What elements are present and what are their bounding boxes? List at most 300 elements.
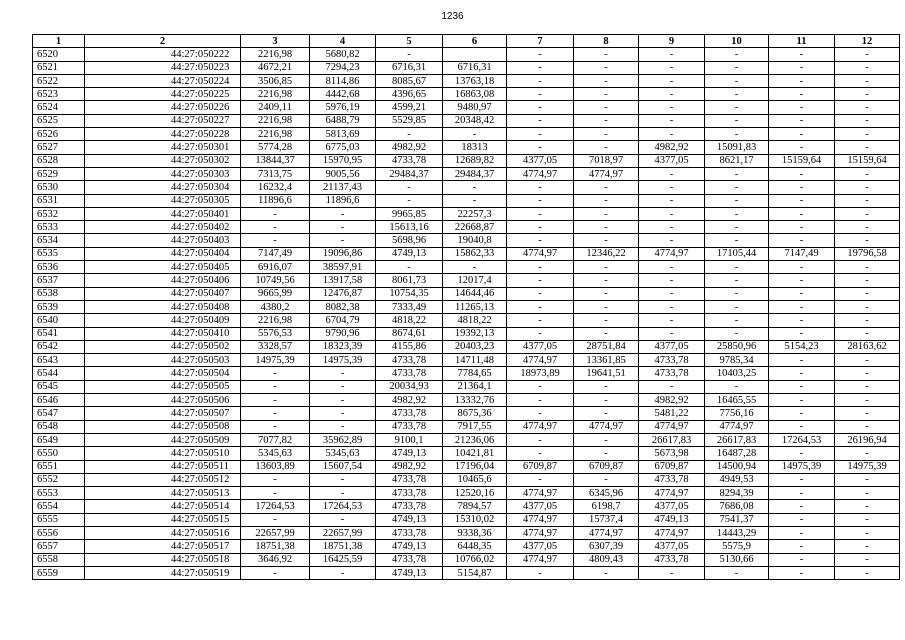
cell-col-8: - [574,88,639,101]
cell-col-12: - [835,526,900,539]
cell-col-12: - [835,420,900,433]
cell-col-6: 7784,65 [443,367,507,380]
cell-col-1: 6548 [33,420,85,433]
cell-col-5: 5698,96 [376,234,443,247]
cell-col-9: 26617,83 [639,433,705,446]
table-row [33,167,900,180]
cell-col-2: 44:27:050407 [85,287,241,300]
cell-col-10: - [705,128,769,141]
cell-col-12: - [835,487,900,500]
cell-col-4: - [310,420,376,433]
cell-col-8: - [574,74,639,87]
cell-col-2: 44:27:050410 [85,327,241,340]
cell-col-3: - [241,367,310,380]
cell-col-2: 44:27:050513 [85,487,241,500]
cell-col-6: 11265,13 [443,300,507,313]
cell-col-1: 6537 [33,274,85,287]
table-row [33,473,900,486]
cell-col-5: 4733,78 [376,354,443,367]
cell-col-4: - [310,207,376,220]
cell-col-9: 4377,05 [639,540,705,553]
cell-col-11: - [769,274,835,287]
cell-col-9: 4377,05 [639,154,705,167]
cell-col-1: 6554 [33,500,85,513]
cell-col-10: - [705,207,769,220]
cell-col-11: - [769,553,835,566]
cell-col-11: - [769,101,835,114]
cell-col-6: 18313 [443,141,507,154]
table-row [33,420,900,433]
cell-col-7: - [507,407,574,420]
cell-col-5: 4749,13 [376,566,443,579]
cell-col-9: - [639,61,705,74]
cell-col-8: - [574,61,639,74]
cell-col-1: 6530 [33,181,85,194]
cell-col-3: 2216,98 [241,128,310,141]
cell-col-1: 6550 [33,447,85,460]
column-header-8: 8 [574,35,639,48]
cell-col-2: 44:27:050504 [85,367,241,380]
cell-col-3: 13603,89 [241,460,310,473]
cell-col-11: - [769,61,835,74]
cell-col-3: 3646,92 [241,553,310,566]
cell-col-12: - [835,274,900,287]
table-row [33,540,900,553]
page-number: 1236 [441,11,464,22]
cell-col-5: 5529,85 [376,114,443,127]
cell-col-2: 44:27:050502 [85,340,241,353]
cell-col-12: - [835,234,900,247]
cell-col-4: 17264,53 [310,500,376,513]
table-row [33,194,900,207]
cell-col-10: - [705,181,769,194]
cell-col-8: - [574,274,639,287]
table-row [33,354,900,367]
cell-col-11: - [769,221,835,234]
cell-col-12: - [835,114,900,127]
cell-col-12: - [835,181,900,194]
cell-col-4: 22657,99 [310,526,376,539]
cell-col-3: 2216,98 [241,88,310,101]
cell-col-3: - [241,566,310,579]
cell-col-11: - [769,88,835,101]
cell-col-1: 6529 [33,167,85,180]
cell-col-7: - [507,566,574,579]
cell-col-6: 16863,08 [443,88,507,101]
table-row [33,327,900,340]
column-header-3: 3 [241,35,310,48]
cell-col-4: 38597,91 [310,261,376,274]
cell-col-6: 13332,76 [443,394,507,407]
cell-col-3: - [241,234,310,247]
cell-col-9: 4774,97 [639,526,705,539]
cell-col-9: - [639,221,705,234]
cell-col-7: 4774,97 [507,420,574,433]
cell-col-8: 6345,96 [574,487,639,500]
cell-col-5: - [376,48,443,61]
cell-col-8: - [574,300,639,313]
cell-col-7: 4377,05 [507,540,574,553]
cell-col-3: 17264,53 [241,500,310,513]
cell-col-6: 19392,13 [443,327,507,340]
cell-col-3: 22657,99 [241,526,310,539]
cell-col-4: 18323,39 [310,340,376,353]
cell-col-9: - [639,327,705,340]
cell-col-12: - [835,101,900,114]
cell-col-6: 10766,02 [443,553,507,566]
cell-col-9: 4982,92 [639,394,705,407]
cell-col-12: 26196,94 [835,433,900,446]
column-header-1: 1 [33,35,85,48]
cell-col-4: - [310,566,376,579]
cell-col-1: 6556 [33,526,85,539]
cell-col-7: 4774,97 [507,513,574,526]
cell-col-1: 6533 [33,221,85,234]
cell-col-12: - [835,61,900,74]
cell-col-2: 44:27:050507 [85,407,241,420]
cell-col-10: 7756,16 [705,407,769,420]
column-header-4: 4 [310,35,376,48]
cell-col-6: 12689,82 [443,154,507,167]
cell-col-6: 22257,3 [443,207,507,220]
cell-col-8: 4774,97 [574,420,639,433]
cell-col-11: 15159,64 [769,154,835,167]
table-row [33,314,900,327]
cell-col-1: 6547 [33,407,85,420]
table-row [33,566,900,579]
cell-col-9: 4749,13 [639,513,705,526]
cell-col-11: 17264,53 [769,433,835,446]
cell-col-10: - [705,221,769,234]
table-row [33,447,900,460]
cell-col-7: - [507,101,574,114]
table-row [33,513,900,526]
table-row [33,553,900,566]
cell-col-10: - [705,300,769,313]
cell-col-7: - [507,181,574,194]
cell-col-3: 14975,39 [241,354,310,367]
cell-col-9: - [639,234,705,247]
cell-col-2: 44:27:050403 [85,234,241,247]
cell-col-11: - [769,566,835,579]
cell-col-3: 18751,38 [241,540,310,553]
cell-col-4: 12476,87 [310,287,376,300]
cell-col-10: 4774,97 [705,420,769,433]
cell-col-9: 4733,78 [639,367,705,380]
cell-col-11: - [769,500,835,513]
cell-col-4: 18751,38 [310,540,376,553]
cell-col-4: 16425,59 [310,553,376,566]
cell-col-6: 17196,04 [443,460,507,473]
cell-col-10: 14500,94 [705,460,769,473]
cell-col-3: 11896,6 [241,194,310,207]
cell-col-7: - [507,114,574,127]
table-row [33,340,900,353]
cell-col-9: - [639,274,705,287]
column-header-7: 7 [507,35,574,48]
cell-col-5: 15613,16 [376,221,443,234]
column-header-9: 9 [639,35,705,48]
cell-col-12: - [835,513,900,526]
cell-col-9: - [639,300,705,313]
cell-col-2: 44:27:050226 [85,101,241,114]
cell-col-5: - [376,181,443,194]
cell-col-3: 5345,63 [241,447,310,460]
cell-col-5: 4818,22 [376,314,443,327]
table-row [33,394,900,407]
cell-col-8: - [574,234,639,247]
cell-col-9: 5673,98 [639,447,705,460]
cell-col-10: 7686,08 [705,500,769,513]
cell-col-8: 4774,97 [574,167,639,180]
cell-col-4: 11896,6 [310,194,376,207]
column-header-12: 12 [835,35,900,48]
cell-col-3: 4380,2 [241,300,310,313]
cell-col-4: 6775,03 [310,141,376,154]
cell-col-2: 44:27:050518 [85,553,241,566]
cell-col-5: 9100,1 [376,433,443,446]
cell-col-2: 44:27:050302 [85,154,241,167]
cell-col-12: - [835,553,900,566]
cell-col-7: 4774,97 [507,526,574,539]
cell-col-12: - [835,128,900,141]
cell-col-1: 6551 [33,460,85,473]
cell-col-7: 6709,87 [507,460,574,473]
cell-col-2: 44:27:050510 [85,447,241,460]
cell-col-1: 6535 [33,247,85,260]
cell-col-1: 6534 [33,234,85,247]
cell-col-12: - [835,500,900,513]
cell-col-12: - [835,88,900,101]
cell-col-2: 44:27:050408 [85,300,241,313]
cell-col-1: 6557 [33,540,85,553]
cell-col-5: 4733,78 [376,526,443,539]
cell-col-8: 13361,85 [574,354,639,367]
cell-col-6: - [443,181,507,194]
cell-col-10: 16487,28 [705,447,769,460]
cell-col-10: - [705,61,769,74]
cell-col-8: 28751,84 [574,340,639,353]
cell-col-7: - [507,473,574,486]
cell-col-1: 6539 [33,300,85,313]
cell-col-8: - [574,447,639,460]
cell-col-12: - [835,407,900,420]
cell-col-5: 8085,67 [376,74,443,87]
cell-col-4: - [310,221,376,234]
cell-col-6: 20348,42 [443,114,507,127]
cell-col-3: - [241,221,310,234]
cell-col-4: 6488,79 [310,114,376,127]
cell-col-11: 7147,49 [769,247,835,260]
cell-col-5: - [376,194,443,207]
cell-col-1: 6532 [33,207,85,220]
cell-col-6: - [443,128,507,141]
cell-col-8: - [574,566,639,579]
cell-col-3: 3506,85 [241,74,310,87]
cell-col-5: 4733,78 [376,407,443,420]
cell-col-2: 44:27:050503 [85,354,241,367]
cell-col-1: 6553 [33,487,85,500]
cell-col-8: 7018,97 [574,154,639,167]
cell-col-4: 15607,54 [310,460,376,473]
cell-col-11: - [769,354,835,367]
cell-col-9: 6709,87 [639,460,705,473]
cell-col-10: - [705,194,769,207]
cell-col-12: - [835,48,900,61]
cell-col-1: 6552 [33,473,85,486]
cell-col-1: 6531 [33,194,85,207]
cell-col-1: 6527 [33,141,85,154]
cell-col-7: 18973,89 [507,367,574,380]
cell-col-12: - [835,394,900,407]
cell-col-5: 6716,31 [376,61,443,74]
cell-col-4: 14975,39 [310,354,376,367]
cell-col-2: 44:27:050506 [85,394,241,407]
cell-col-5: 4982,92 [376,460,443,473]
cell-col-2: 44:27:050301 [85,141,241,154]
cell-col-9: 4377,05 [639,340,705,353]
cell-col-3: 5774,28 [241,141,310,154]
cell-col-3: 10749,56 [241,274,310,287]
cell-col-5: 4733,78 [376,487,443,500]
cell-col-11: - [769,234,835,247]
cell-col-10: - [705,101,769,114]
table-row [33,88,900,101]
cell-col-8: - [574,194,639,207]
cell-col-3: - [241,207,310,220]
cell-col-3: 5576,53 [241,327,310,340]
cell-col-1: 6540 [33,314,85,327]
cell-col-2: 44:27:050512 [85,473,241,486]
cell-col-9: 4774,97 [639,420,705,433]
table-row [33,221,900,234]
cell-col-1: 6543 [33,354,85,367]
cell-col-3: 2409,11 [241,101,310,114]
cell-col-5: 4733,78 [376,420,443,433]
cell-col-3: - [241,513,310,526]
cell-col-2: 44:27:050515 [85,513,241,526]
cell-col-7: - [507,207,574,220]
cell-col-10: - [705,274,769,287]
cell-col-3: 2216,98 [241,48,310,61]
cell-col-3: - [241,380,310,393]
cell-col-8: 19641,51 [574,367,639,380]
cell-col-8: 6709,87 [574,460,639,473]
column-header-10: 10 [705,35,769,48]
cell-col-1: 6523 [33,88,85,101]
cell-col-10: 26617,83 [705,433,769,446]
cell-col-5: 9965,85 [376,207,443,220]
cell-col-10: - [705,48,769,61]
cell-col-1: 6559 [33,566,85,579]
cell-col-10: 9785,34 [705,354,769,367]
cell-col-2: 44:27:050508 [85,420,241,433]
cell-col-8: - [574,261,639,274]
cell-col-7: - [507,300,574,313]
cell-col-5: 4749,13 [376,513,443,526]
cell-col-5: 4599,21 [376,101,443,114]
table-row [33,154,900,167]
cell-col-10: 15091,83 [705,141,769,154]
table-row [33,101,900,114]
cell-col-4: - [310,394,376,407]
cell-col-12: - [835,473,900,486]
cell-col-2: 44:27:050304 [85,181,241,194]
cell-col-9: 4377,05 [639,500,705,513]
data-table [32,34,900,580]
cell-col-6: 14644,46 [443,287,507,300]
cell-col-8: - [574,407,639,420]
cell-col-10: - [705,327,769,340]
cell-col-6: 8675,36 [443,407,507,420]
cell-col-5: 4749,13 [376,540,443,553]
cell-col-4: - [310,513,376,526]
cell-col-7: - [507,447,574,460]
cell-col-12: - [835,141,900,154]
cell-col-2: 44:27:050223 [85,61,241,74]
cell-col-8: - [574,181,639,194]
cell-col-7: - [507,380,574,393]
cell-col-5: - [376,261,443,274]
cell-col-11: - [769,526,835,539]
cell-col-10: - [705,167,769,180]
cell-col-10: - [705,566,769,579]
cell-col-7: 4774,97 [507,487,574,500]
cell-col-4: 8082,38 [310,300,376,313]
cell-col-6: 5154,87 [443,566,507,579]
cell-col-11: - [769,367,835,380]
cell-col-4: - [310,473,376,486]
cell-col-2: 44:27:050505 [85,380,241,393]
cell-col-9: - [639,314,705,327]
cell-col-3: 7077,82 [241,433,310,446]
cell-col-11: 5154,23 [769,340,835,353]
cell-col-1: 6542 [33,340,85,353]
cell-col-6: 4818,22 [443,314,507,327]
cell-col-1: 6522 [33,74,85,87]
cell-col-2: 44:27:050225 [85,88,241,101]
cell-col-1: 6536 [33,261,85,274]
cell-col-11: - [769,420,835,433]
cell-col-12: - [835,207,900,220]
cell-col-7: 4774,97 [507,247,574,260]
cell-col-10: - [705,314,769,327]
cell-col-6: - [443,194,507,207]
cell-col-5: 4733,78 [376,500,443,513]
cell-col-10: 5575,9 [705,540,769,553]
cell-col-11: 14975,39 [769,460,835,473]
cell-col-1: 6545 [33,380,85,393]
cell-col-7: 4377,05 [507,154,574,167]
cell-col-7: - [507,74,574,87]
cell-col-4: 21137,43 [310,181,376,194]
cell-col-3: 6916,07 [241,261,310,274]
cell-col-8: 4774,97 [574,526,639,539]
cell-col-1: 6520 [33,48,85,61]
cell-col-9: - [639,380,705,393]
cell-col-12: - [835,314,900,327]
table-row [33,247,900,260]
cell-col-8: 15737,4 [574,513,639,526]
cell-col-10: - [705,261,769,274]
cell-col-5: 4733,78 [376,473,443,486]
cell-col-6: 14711,48 [443,354,507,367]
cell-col-2: 44:27:050514 [85,500,241,513]
cell-col-11: - [769,407,835,420]
cell-col-6: 20403,23 [443,340,507,353]
cell-col-12: - [835,327,900,340]
cell-col-3: 3328,57 [241,340,310,353]
